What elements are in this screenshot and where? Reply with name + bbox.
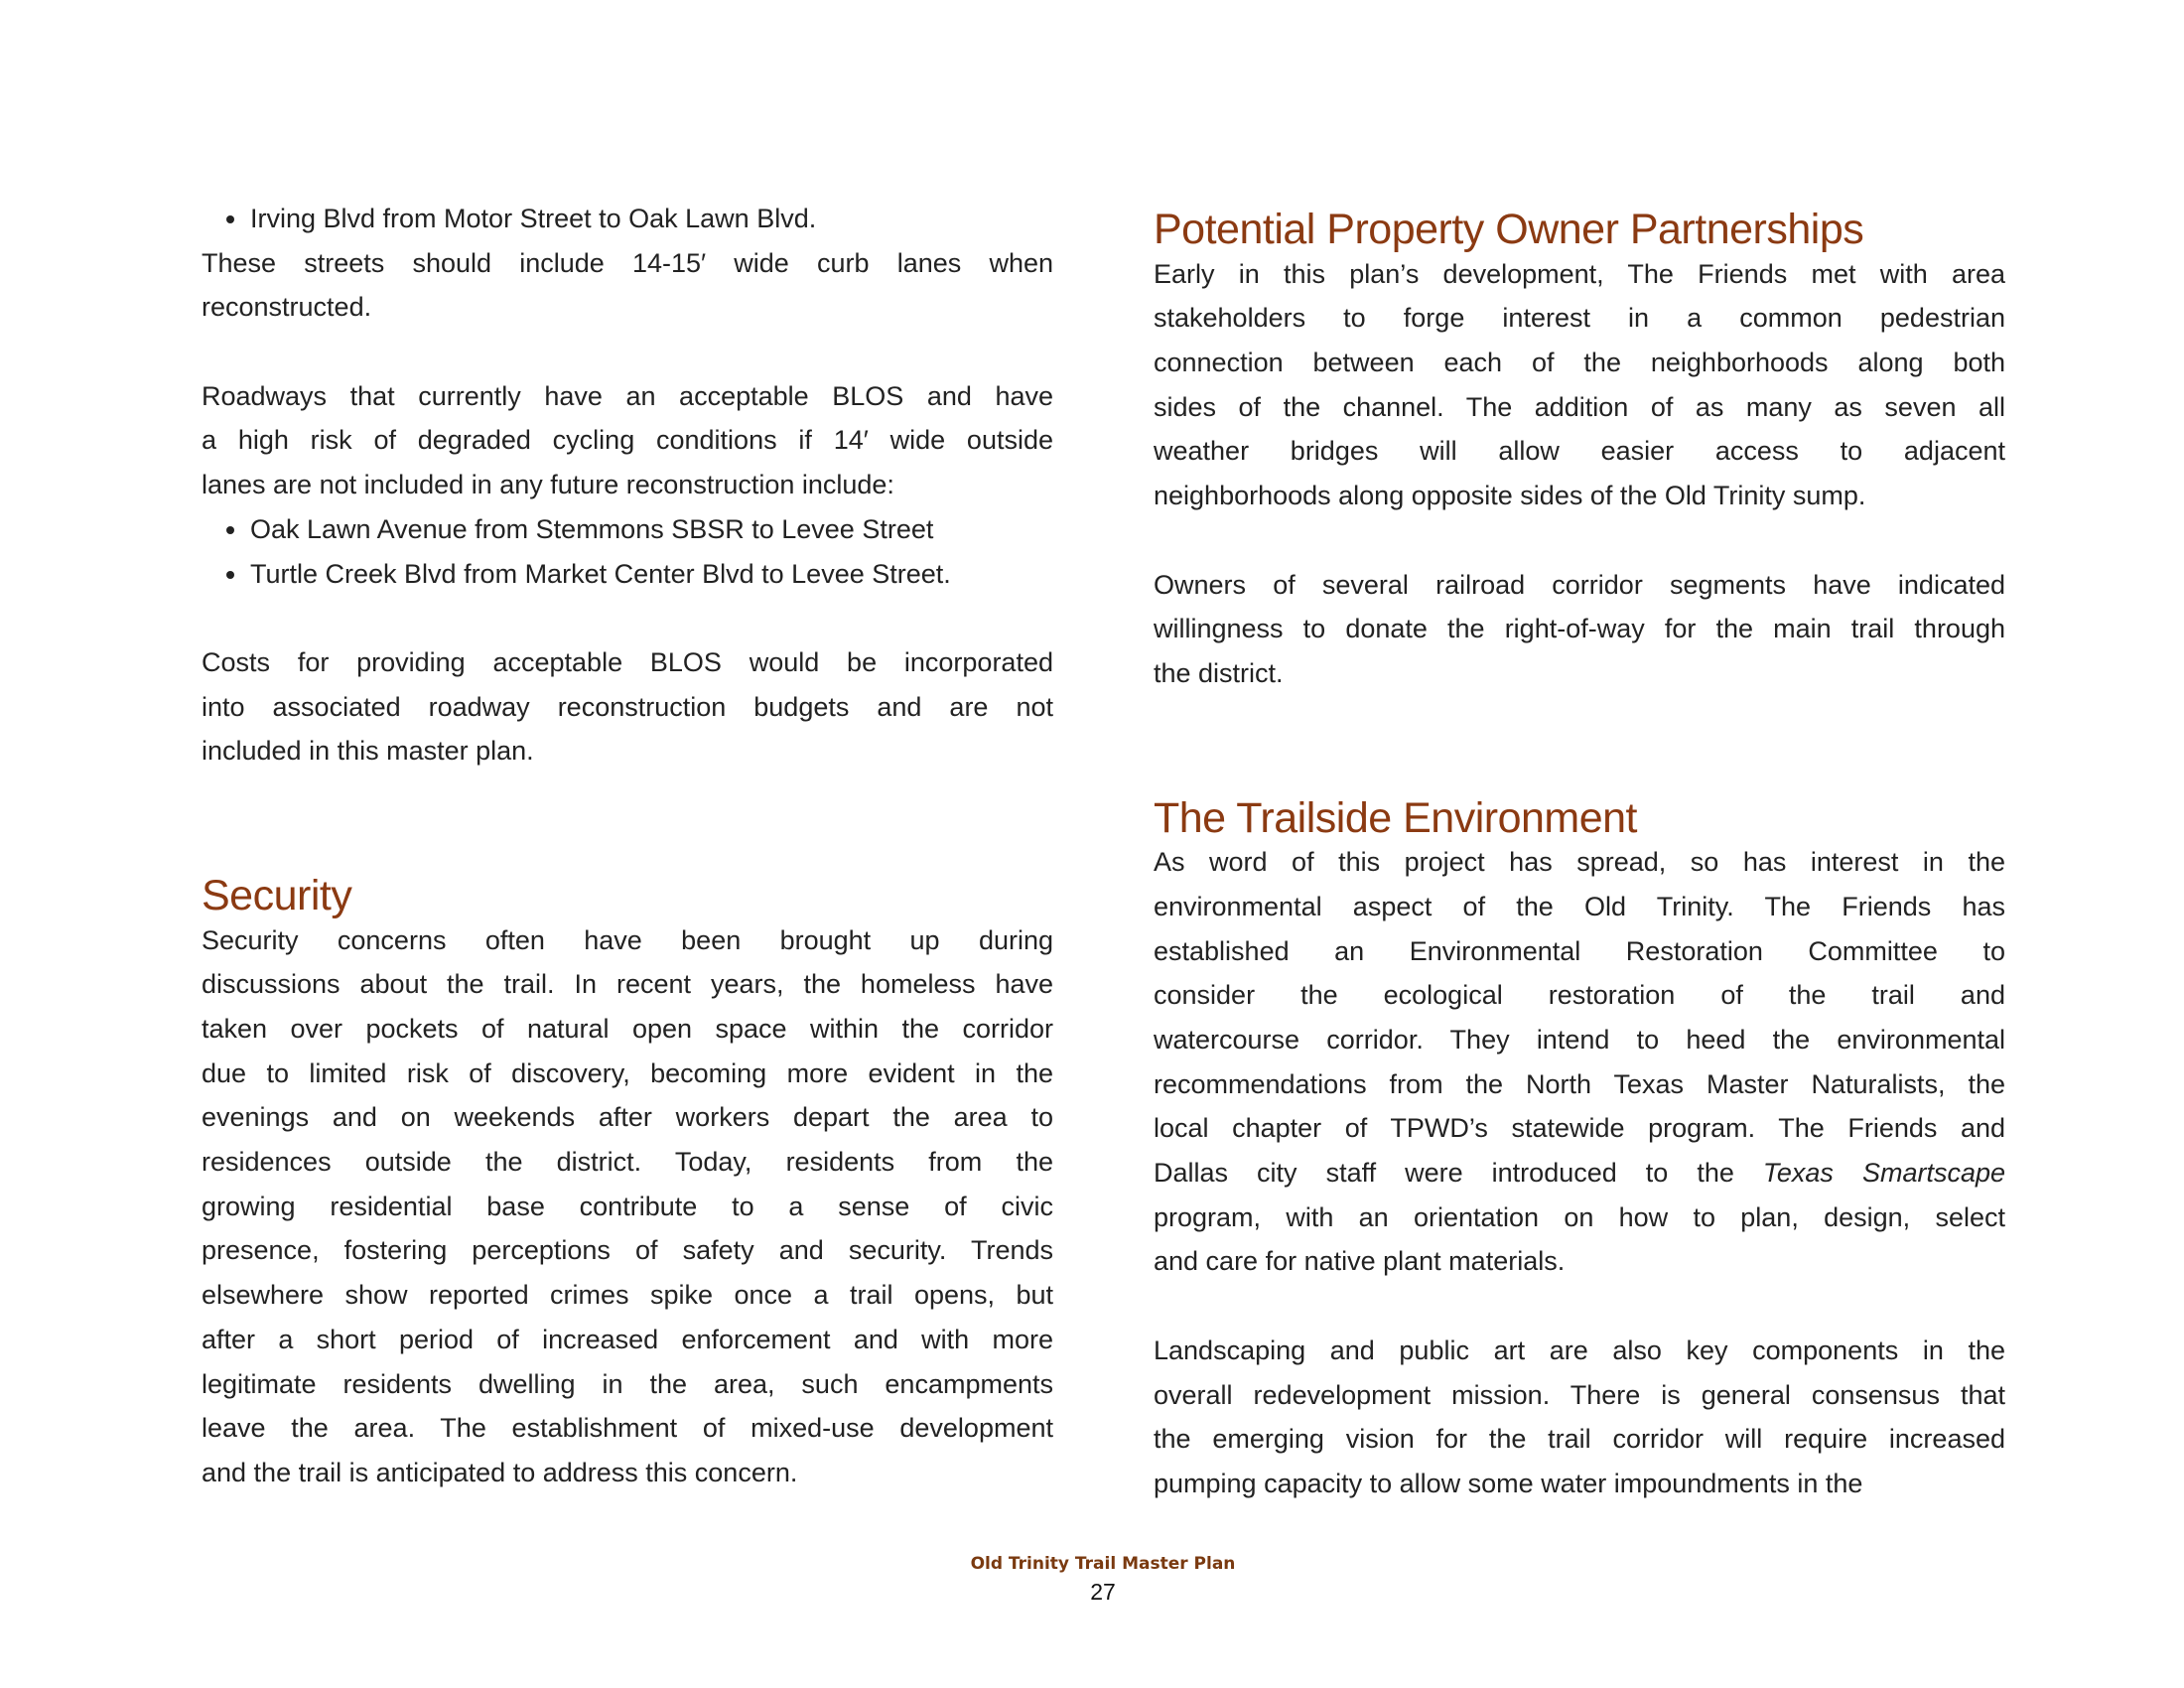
text-line: elsewhere show reported crimes spike once a trail opens, but — [202, 1280, 1053, 1311]
text-line: presence, fostering perceptions of safety and security. Trends — [202, 1235, 1053, 1266]
page-number: 27 — [1090, 1579, 1116, 1605]
text-line: Roadways that currently have an acceptable BLOS and have — [202, 380, 1053, 411]
text-line: Landscaping and public art are also key components in the — [1154, 1335, 2005, 1365]
text-line: a high risk of degraded cycling conditions if 14′ wide outside — [202, 425, 1053, 456]
text-line: Owners of several railroad corridor segments have indicated — [1154, 569, 2005, 600]
paragraph — [202, 241, 1053, 330]
text-line: local chapter of TPWD’s statewide program. The Friends and — [1154, 1113, 2005, 1144]
paragraph — [1154, 840, 2005, 1284]
text-line: established an Environmental Restoration Committee to — [1154, 935, 2005, 966]
italic-program-name: Texas Smartscape — [1762, 1158, 2005, 1189]
text-line: connection between each of the neighborhoods along both — [1154, 348, 2005, 378]
text-line: and care for native plant materials. — [1154, 1246, 1566, 1277]
paragraph — [1154, 1329, 2005, 1506]
section-heading: Potential Property Owner Partnerships — [1154, 206, 1864, 253]
text-line: environmental aspect of the Old Trinity. The Friends has — [1154, 891, 2005, 921]
text-line: Oak Lawn Avenue from Stemmons SBSR to Levee Street — [202, 507, 1053, 552]
text-line: included in this master plan. — [202, 736, 534, 767]
text-line: due to limited risk of discovery, becoming more evident in the — [202, 1057, 1053, 1088]
text-line: leave the area. The establishment of mixed-use development — [202, 1413, 1053, 1444]
paragraph — [202, 640, 1053, 774]
text-line: residences outside the district. Today, residents from the — [202, 1147, 1053, 1178]
text-line: consider the ecological restoration of the trail and — [1154, 980, 2005, 1011]
text-line: Irving Blvd from Motor Street to Oak Lawn Blvd. — [202, 197, 1053, 241]
paragraph-spacer — [202, 596, 1053, 640]
text-line: willingness to donate the right-of-way for the main trail through — [1154, 614, 2005, 644]
text-line: lanes are not included in any future reconstruction include: — [202, 470, 894, 500]
right-column — [1154, 208, 2005, 1506]
paragraph-spacer — [202, 330, 1053, 374]
paragraph — [202, 374, 1053, 507]
paragraph-spacer — [1154, 518, 2005, 563]
text-line: sides of the channel. The addition of as many as seven all — [1154, 391, 2005, 422]
text-line: growing residential base contribute to a sense of civic — [202, 1191, 1053, 1221]
text-line — [1154, 1151, 2005, 1196]
text-line: reconstructed. — [202, 292, 372, 323]
left-column — [202, 197, 1053, 1495]
text-line: the district. — [1154, 657, 1284, 688]
text-segment: Dallas city staff were introduced to the — [1154, 1158, 1763, 1189]
text-line: pumping capacity to allow some water impoundments in the — [1154, 1468, 1863, 1498]
text-line: stakeholders to forge interest in a common pedestrian — [1154, 303, 2005, 334]
section-heading: The Trailside Environment — [1154, 793, 1637, 842]
text-line: taken over pockets of natural open space within the corridor — [202, 1014, 1053, 1044]
text-line: and the trail is anticipated to address this concern. — [202, 1457, 798, 1487]
text-line: after a short period of increased enforcement and with more — [202, 1324, 1053, 1354]
text-line: overall redevelopment mission. There is general consensus that — [1154, 1379, 2005, 1410]
text-line: neighborhoods along opposite sides of the Old Trinity sump. — [1154, 481, 1866, 511]
text-line: Early in this plan’s development, The Friends met with area — [1154, 258, 2005, 289]
text-line: recommendations from the North Texas Master Naturalists, the — [1154, 1068, 2005, 1099]
bullet-item — [202, 552, 1053, 597]
text-line: As word of this project has spread, so has interest in the — [1154, 847, 2005, 878]
text-line: program, with an orientation on how to plan, design, select — [1154, 1201, 2005, 1232]
text-line: the emerging vision for the trail corridor will require increased — [1154, 1424, 2005, 1455]
text-line: Turtle Creek Blvd from Market Center Blvd to Levee Street. — [202, 552, 1053, 597]
text-line: watercourse corridor. They intend to heed the environmental — [1154, 1025, 2005, 1055]
text-line: Security concerns often have been brought up during — [202, 924, 1053, 955]
paragraph — [1154, 252, 2005, 518]
paragraph — [202, 918, 1053, 1495]
section-heading: Security — [202, 871, 352, 919]
text-line: Costs for providing acceptable BLOS would be incorporated — [202, 646, 1053, 677]
bullet-item — [202, 197, 1053, 241]
text-line: discussions about the trail. In recent years, the homeless have — [202, 969, 1053, 1000]
footer-title: Old Trinity Trail Master Plan — [970, 1554, 1236, 1574]
text-line: legitimate residents dwelling in the area, such encampments — [202, 1368, 1053, 1399]
text-line: weather bridges will allow easier access to adjacent — [1154, 436, 2005, 467]
text-line: into associated roadway reconstruction budgets and are not — [202, 691, 1053, 722]
paragraph — [1154, 563, 2005, 696]
text-line: These streets should include 14-15′ wide curb lanes when — [202, 247, 1053, 278]
text-line: evenings and on weekends after workers depart the area to — [202, 1102, 1053, 1133]
bullet-item — [202, 507, 1053, 552]
paragraph-spacer — [1154, 1284, 2005, 1329]
